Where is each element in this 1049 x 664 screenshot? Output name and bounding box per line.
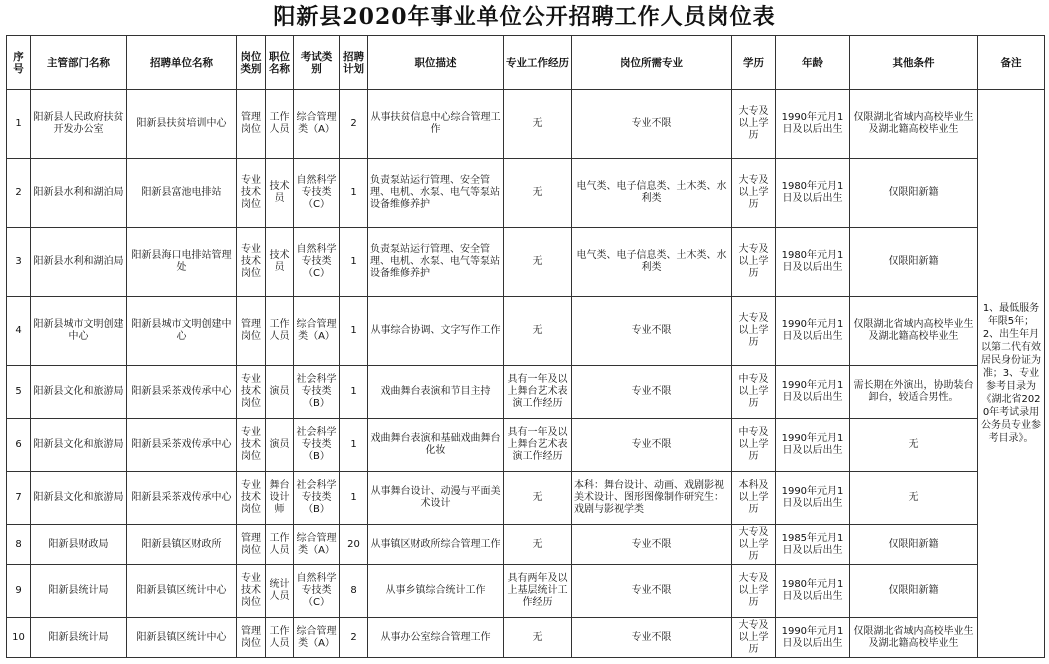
cell-desc: 从事乡镇综合统计工作 bbox=[368, 565, 504, 618]
cell-exam-type: 自然科学专技类（C） bbox=[294, 159, 340, 228]
cell-count: 1 bbox=[340, 297, 368, 366]
cell-age: 1990年元月1日及以后出生 bbox=[776, 618, 850, 658]
cell-age: 1990年元月1日及以后出生 bbox=[776, 419, 850, 472]
cell-count: 2 bbox=[340, 618, 368, 658]
header-remark: 备注 bbox=[978, 36, 1045, 90]
cell-post-name: 工作人员 bbox=[266, 90, 294, 159]
cell-experience: 无 bbox=[504, 618, 572, 658]
cell-desc: 从事扶贫信息中心综合管理工作 bbox=[368, 90, 504, 159]
cell-age: 1980年元月1日及以后出生 bbox=[776, 159, 850, 228]
header-post-name: 职位名称 bbox=[266, 36, 294, 90]
cell-major: 专业不限 bbox=[572, 525, 732, 565]
cell-exam-type: 社会科学专技类（B） bbox=[294, 366, 340, 419]
cell-age: 1990年元月1日及以后出生 bbox=[776, 366, 850, 419]
cell-count: 2 bbox=[340, 90, 368, 159]
header-dept: 主管部门名称 bbox=[31, 36, 127, 90]
cell-exam-type: 综合管理类（A） bbox=[294, 525, 340, 565]
cell-post-name: 演员 bbox=[266, 366, 294, 419]
cell-education: 本科及以上学历 bbox=[732, 472, 776, 525]
cell-post-type: 专业技术岗位 bbox=[237, 419, 266, 472]
header-age: 年龄 bbox=[776, 36, 850, 90]
cell-exam-type: 综合管理类（A） bbox=[294, 618, 340, 658]
cell-experience: 无 bbox=[504, 525, 572, 565]
cell-seq: 5 bbox=[7, 366, 31, 419]
cell-post-name: 工作人员 bbox=[266, 297, 294, 366]
cell-desc: 戏曲舞台表演和基础戏曲舞台化妆 bbox=[368, 419, 504, 472]
cell-exam-type: 社会科学专技类（B） bbox=[294, 419, 340, 472]
cell-dept: 阳新县文化和旅游局 bbox=[31, 366, 127, 419]
cell-desc: 戏曲舞台表演和节目主持 bbox=[368, 366, 504, 419]
cell-major: 专业不限 bbox=[572, 419, 732, 472]
cell-count: 1 bbox=[340, 472, 368, 525]
table-row bbox=[7, 618, 1045, 658]
cell-seq: 2 bbox=[7, 159, 31, 228]
cell-seq: 4 bbox=[7, 297, 31, 366]
cell-other: 仅限阳新籍 bbox=[850, 159, 978, 228]
cell-post-name: 舞台设计师 bbox=[266, 472, 294, 525]
cell-other: 仅限阳新籍 bbox=[850, 525, 978, 565]
cell-education: 中专及以上学历 bbox=[732, 366, 776, 419]
cell-post-type: 专业技术岗位 bbox=[237, 159, 266, 228]
cell-other: 仅限湖北省域内高校毕业生及湖北籍高校毕业生 bbox=[850, 618, 978, 658]
table-row bbox=[7, 159, 1045, 228]
cell-desc: 从事综合协调、文字写作工作 bbox=[368, 297, 504, 366]
table-row bbox=[7, 472, 1045, 525]
cell-other: 仅限阳新籍 bbox=[850, 565, 978, 618]
cell-age: 1990年元月1日及以后出生 bbox=[776, 297, 850, 366]
cell-age: 1980年元月1日及以后出生 bbox=[776, 565, 850, 618]
table-row bbox=[7, 297, 1045, 366]
cell-major: 专业不限 bbox=[572, 297, 732, 366]
cell-experience: 具有一年及以上舞台艺术表演工作经历 bbox=[504, 419, 572, 472]
header-seq: 序号 bbox=[7, 36, 31, 90]
cell-experience: 无 bbox=[504, 297, 572, 366]
cell-major: 电气类、电子信息类、土木类、水利类 bbox=[572, 159, 732, 228]
cell-education: 中专及以上学历 bbox=[732, 419, 776, 472]
cell-count: 1 bbox=[340, 366, 368, 419]
cell-dept: 阳新县水利和湖泊局 bbox=[31, 228, 127, 297]
cell-experience: 无 bbox=[504, 472, 572, 525]
cell-post-type: 专业技术岗位 bbox=[237, 472, 266, 525]
cell-seq: 1 bbox=[7, 90, 31, 159]
cell-dept: 阳新县统计局 bbox=[31, 618, 127, 658]
table-row bbox=[7, 525, 1045, 565]
table-row bbox=[7, 419, 1045, 472]
cell-post-name: 工作人员 bbox=[266, 525, 294, 565]
cell-desc: 负责泵站运行管理、安全管理、电机、水泵、电气等泵站设备维修养护 bbox=[368, 228, 504, 297]
cell-exam-type: 社会科学专技类（B） bbox=[294, 472, 340, 525]
cell-unit: 阳新县海口电排站管理处 bbox=[127, 228, 237, 297]
cell-other: 无 bbox=[850, 472, 978, 525]
cell-post-name: 统计人员 bbox=[266, 565, 294, 618]
page-title: 阳新县2020年事业单位公开招聘工作人员岗位表 bbox=[273, 4, 776, 30]
table-row bbox=[7, 565, 1045, 618]
cell-major: 专业不限 bbox=[572, 618, 732, 658]
header-major: 岗位所需专业 bbox=[572, 36, 732, 90]
cell-unit: 阳新县采茶戏传承中心 bbox=[127, 366, 237, 419]
cell-other: 仅限湖北省域内高校毕业生及湖北籍高校毕业生 bbox=[850, 90, 978, 159]
cell-post-type: 专业技术岗位 bbox=[237, 565, 266, 618]
cell-unit: 阳新县镇区财政所 bbox=[127, 525, 237, 565]
cell-age: 1980年元月1日及以后出生 bbox=[776, 228, 850, 297]
cell-unit: 阳新县镇区统计中心 bbox=[127, 618, 237, 658]
cell-post-name: 技术员 bbox=[266, 228, 294, 297]
cell-other: 需长期在外演出，协助装台卸台，较适合男性。 bbox=[850, 366, 978, 419]
header-exam-type: 考试类别 bbox=[294, 36, 340, 90]
cell-unit: 阳新县富池电排站 bbox=[127, 159, 237, 228]
header-count: 招聘计划 bbox=[340, 36, 368, 90]
cell-experience: 具有两年及以上基层统计工作经历 bbox=[504, 565, 572, 618]
cell-dept: 阳新县文化和旅游局 bbox=[31, 419, 127, 472]
table-row bbox=[7, 228, 1045, 297]
cell-education: 大专及以上学历 bbox=[732, 525, 776, 565]
cell-post-type: 专业技术岗位 bbox=[237, 366, 266, 419]
cell-dept: 阳新县财政局 bbox=[31, 525, 127, 565]
cell-post-name: 演员 bbox=[266, 419, 294, 472]
cell-desc: 从事办公室综合管理工作 bbox=[368, 618, 504, 658]
cell-age: 1985年元月1日及以后出生 bbox=[776, 525, 850, 565]
table-row bbox=[7, 90, 1045, 159]
cell-experience: 无 bbox=[504, 228, 572, 297]
cell-seq: 6 bbox=[7, 419, 31, 472]
cell-post-type: 专业技术岗位 bbox=[237, 228, 266, 297]
cell-seq: 10 bbox=[7, 618, 31, 658]
header-other: 其他条件 bbox=[850, 36, 978, 90]
cell-age: 1990年元月1日及以后出生 bbox=[776, 90, 850, 159]
cell-exam-type: 自然科学专技类（C） bbox=[294, 565, 340, 618]
cell-seq: 9 bbox=[7, 565, 31, 618]
cell-experience: 无 bbox=[504, 90, 572, 159]
cell-other: 仅限湖北省域内高校毕业生及湖北籍高校毕业生 bbox=[850, 297, 978, 366]
header-unit: 招聘单位名称 bbox=[127, 36, 237, 90]
header-experience: 专业工作经历 bbox=[504, 36, 572, 90]
cell-count: 1 bbox=[340, 419, 368, 472]
cell-post-type: 管理岗位 bbox=[237, 525, 266, 565]
header-post-type: 岗位类别 bbox=[237, 36, 266, 90]
cell-post-name: 技术员 bbox=[266, 159, 294, 228]
cell-major: 专业不限 bbox=[572, 565, 732, 618]
cell-major: 本科：舞台设计、动画、戏剧影视美术设计、图形图像制作研究生：戏剧与影视学类 bbox=[572, 472, 732, 525]
cell-experience: 具有一年及以上舞台艺术表演工作经历 bbox=[504, 366, 572, 419]
cell-count: 20 bbox=[340, 525, 368, 565]
cell-post-type: 管理岗位 bbox=[237, 297, 266, 366]
cell-dept: 阳新县文化和旅游局 bbox=[31, 472, 127, 525]
cell-desc: 负责泵站运行管理、安全管理、电机、水泵、电气等泵站设备维修养护 bbox=[368, 159, 504, 228]
header-education: 学历 bbox=[732, 36, 776, 90]
cell-unit: 阳新县镇区统计中心 bbox=[127, 565, 237, 618]
cell-major: 专业不限 bbox=[572, 90, 732, 159]
header-row bbox=[7, 36, 1045, 90]
cell-education: 大专及以上学历 bbox=[732, 90, 776, 159]
cell-desc: 从事镇区财政所综合管理工作 bbox=[368, 525, 504, 565]
cell-major: 专业不限 bbox=[572, 366, 732, 419]
cell-seq: 7 bbox=[7, 472, 31, 525]
cell-dept: 阳新县人民政府扶贫开发办公室 bbox=[31, 90, 127, 159]
cell-age: 1990年元月1日及以后出生 bbox=[776, 472, 850, 525]
cell-exam-type: 综合管理类（A） bbox=[294, 90, 340, 159]
cell-count: 1 bbox=[340, 228, 368, 297]
cell-education: 大专及以上学历 bbox=[732, 297, 776, 366]
cell-remark: 1、最低服务年限5年；2、出生年月以第二代有效居民身份证为准；3、专业参考目录为《湖北省2020年考试录用公务员专业参考目录》。 bbox=[978, 90, 1045, 658]
cell-post-type: 管理岗位 bbox=[237, 618, 266, 658]
cell-exam-type: 自然科学专技类（C） bbox=[294, 228, 340, 297]
cell-post-name: 工作人员 bbox=[266, 618, 294, 658]
cell-post-type: 管理岗位 bbox=[237, 90, 266, 159]
cell-dept: 阳新县城市文明创建中心 bbox=[31, 297, 127, 366]
cell-seq: 3 bbox=[7, 228, 31, 297]
cell-count: 8 bbox=[340, 565, 368, 618]
cell-unit: 阳新县采茶戏传承中心 bbox=[127, 472, 237, 525]
cell-seq: 8 bbox=[7, 525, 31, 565]
cell-education: 大专及以上学历 bbox=[732, 565, 776, 618]
table-row bbox=[7, 366, 1045, 419]
cell-desc: 从事舞台设计、动漫与平面美术设计 bbox=[368, 472, 504, 525]
cell-unit: 阳新县扶贫培训中心 bbox=[127, 90, 237, 159]
cell-other: 无 bbox=[850, 419, 978, 472]
cell-other: 仅限阳新籍 bbox=[850, 228, 978, 297]
cell-education: 大专及以上学历 bbox=[732, 228, 776, 297]
cell-dept: 阳新县统计局 bbox=[31, 565, 127, 618]
cell-unit: 阳新县采茶戏传承中心 bbox=[127, 419, 237, 472]
cell-unit: 阳新县城市文明创建中心 bbox=[127, 297, 237, 366]
cell-dept: 阳新县水利和湖泊局 bbox=[31, 159, 127, 228]
header-desc: 职位描述 bbox=[368, 36, 504, 90]
cell-education: 大专及以上学历 bbox=[732, 618, 776, 658]
cell-exam-type: 综合管理类（A） bbox=[294, 297, 340, 366]
cell-count: 1 bbox=[340, 159, 368, 228]
cell-major: 电气类、电子信息类、土木类、水利类 bbox=[572, 228, 732, 297]
recruitment-table bbox=[6, 35, 1045, 658]
cell-education: 大专及以上学历 bbox=[732, 159, 776, 228]
cell-experience: 无 bbox=[504, 159, 572, 228]
